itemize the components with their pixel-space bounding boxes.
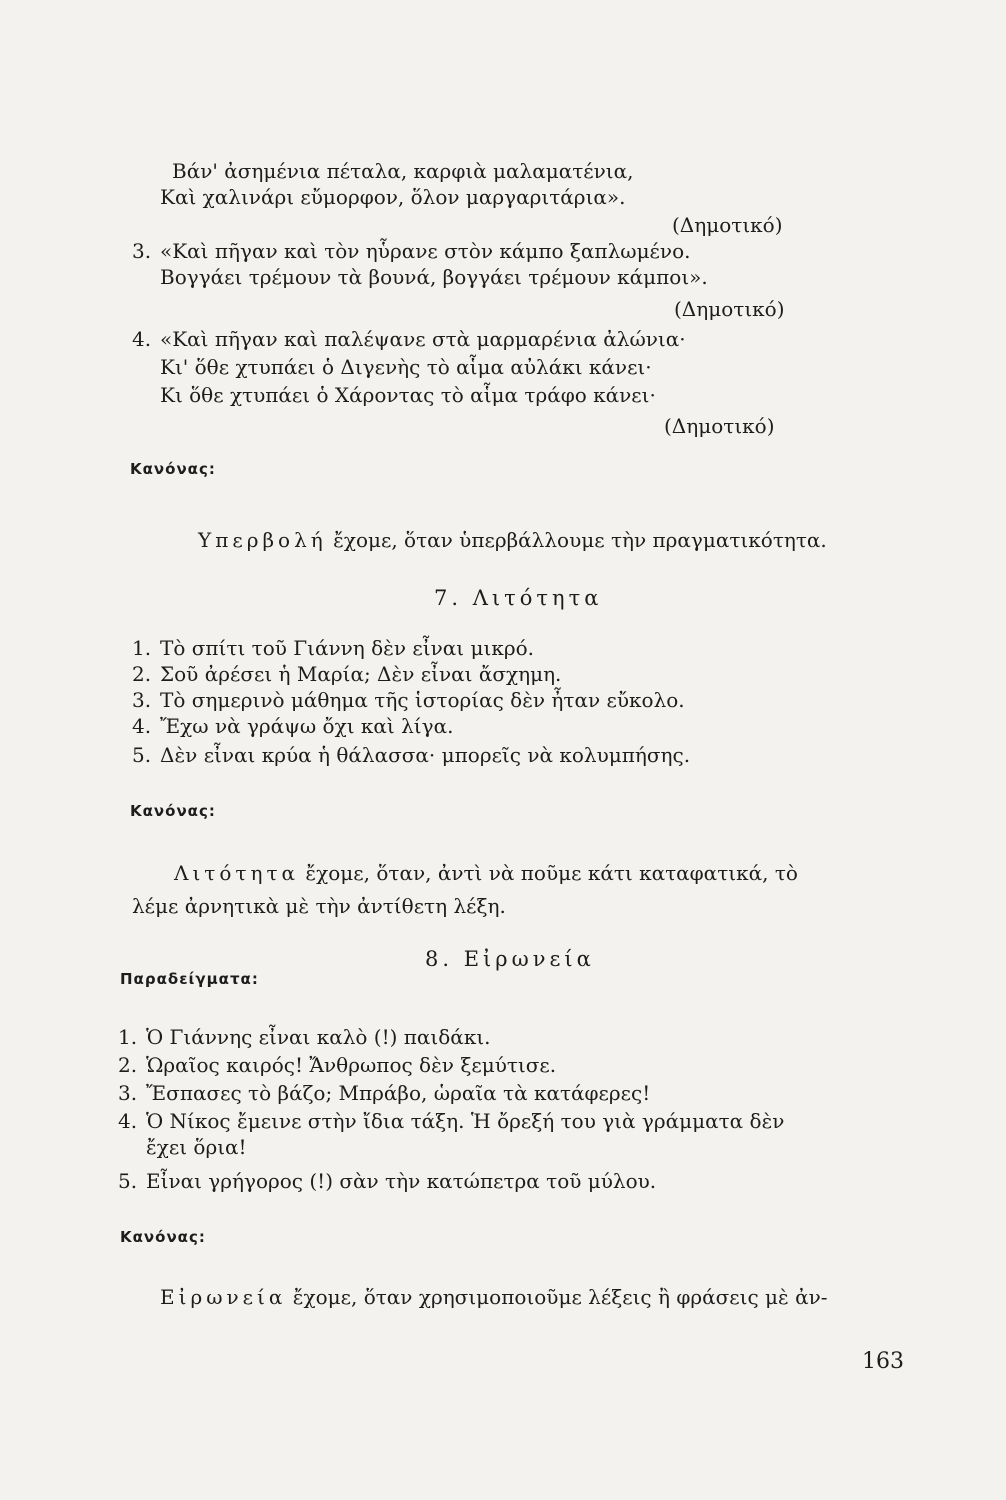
rule-term: Υπερβολή xyxy=(198,528,327,552)
list-item xyxy=(132,742,690,768)
list-item-continuation: ἔχει ὅρια! xyxy=(146,1135,247,1159)
item-text: Σοῦ ἀρέσει ἡ Μαρία; Δὲν εἶναι ἄσχημη. xyxy=(160,662,562,686)
item-number: 3. xyxy=(132,688,152,712)
rule-body: ἔχομε, ὅταν χρησιμοποιοῦμε λέξεις ἢ φράσεις μὲ ἀν- xyxy=(286,1285,828,1309)
item-text: Δὲν εἶναι κρύα ἡ θάλασσα· μπορεῖς νὰ κολυμπήσης. xyxy=(160,743,691,767)
rule-heading: Κανόνας: xyxy=(120,1228,206,1246)
poem-line: Καὶ χαλινάρι εὔμορφον, ὅλον μαργαριτάρια». xyxy=(160,185,626,209)
examples-heading: Παραδείγματα: xyxy=(120,970,259,988)
item-text: Ὁ Νίκος ἔμεινε στὴν ἴδια τάξη. Ἡ ὄρεξή του γιὰ γράμματα δὲν xyxy=(146,1109,785,1133)
poem-text: «Καὶ πῆγαν καὶ τὸν ηὗρανε στὸν κάμπο ξαπλωμένο. xyxy=(160,239,691,263)
list-item xyxy=(118,1108,784,1134)
poem-text: «Καὶ πῆγαν καὶ παλέψανε στὰ μαρμαρένια ἀλώνια· xyxy=(160,327,686,351)
item-text: Ὡραῖος καιρός! Ἄνθρωπος δὲν ξεμύτισε. xyxy=(146,1053,557,1077)
item-number: 2. xyxy=(132,662,152,686)
item-number: 1. xyxy=(118,1025,138,1049)
list-item xyxy=(132,687,685,713)
item-text: Ἔχω νὰ γράψω ὄχι καὶ λίγα. xyxy=(160,714,454,738)
poem-line: Κι' ὅθε χτυπάει ὁ Διγενὴς τὸ αἷμα αὐλάκι κάνει· xyxy=(160,355,652,379)
item-text: Ἔσπασες τὸ βάζο; Μπράβο, ὡραῖα τὰ κατάφερες! xyxy=(146,1081,651,1105)
item-number: 4. xyxy=(132,327,152,351)
poem-source: (Δημοτικό) xyxy=(664,414,775,438)
rule-text xyxy=(198,527,827,553)
poem-line xyxy=(132,326,686,352)
poem-line: Βογγάει τρέμουν τὰ βουνά, βογγάει τρέμουν κάμποι». xyxy=(160,265,708,289)
list-item xyxy=(118,1168,656,1194)
item-number: 2. xyxy=(118,1053,138,1077)
rule-heading: Κανόνας: xyxy=(130,460,216,478)
item-number: 4. xyxy=(132,714,152,738)
item-number: 1. xyxy=(132,636,152,660)
poem-line: Κι ὅθε χτυπάει ὁ Χάροντας τὸ αἷμα τράφο κάνει· xyxy=(160,383,656,407)
rule-body: ἔχομε, ὅταν, ἀντὶ νὰ ποῦμε κάτι καταφατικά, τὸ xyxy=(299,861,798,885)
item-number: 3. xyxy=(132,239,152,263)
item-text: Τὸ σπίτι τοῦ Γιάννη δὲν εἶναι μικρό. xyxy=(160,636,534,660)
poem-line xyxy=(132,238,690,264)
poem-line: Βάν' ἀσημένια πέταλα, καρφιὰ μαλαματένια, xyxy=(172,159,634,183)
rule-term: Λιτότητα xyxy=(174,861,300,885)
rule-text xyxy=(160,1284,828,1310)
item-text: Τὸ σημερινὸ μάθημα τῆς ἱστορίας δὲν ἦταν εὔκολο. xyxy=(160,688,685,712)
section-title: 8. Εἰρωνεία xyxy=(425,947,595,971)
rule-body: ἔχομε, ὅταν ὑπερβάλλουμε τὴν πραγματικότητα. xyxy=(326,528,827,552)
item-number: 5. xyxy=(118,1169,138,1193)
list-item xyxy=(118,1080,650,1106)
item-number: 4. xyxy=(118,1109,138,1133)
list-item xyxy=(132,713,453,739)
item-text: Εἶναι γρήγορος (!) σὰν τὴν κατώπετρα τοῦ μύλου. xyxy=(146,1169,657,1193)
poem-source: (Δημοτικό) xyxy=(672,213,783,237)
item-number: 3. xyxy=(118,1081,138,1105)
list-item xyxy=(132,635,534,661)
item-number: 5. xyxy=(132,743,152,767)
item-text: Ὁ Γιάννης εἶναι καλὸ (!) παιδάκι. xyxy=(146,1025,491,1049)
rule-heading: Κανόνας: xyxy=(130,802,216,820)
list-item xyxy=(118,1052,556,1078)
page-number: 163 xyxy=(862,1349,904,1374)
section-title: 7. Λιτότητα xyxy=(434,586,603,610)
rule-term: Εἰρωνεία xyxy=(160,1285,287,1309)
list-item xyxy=(132,661,561,687)
rule-text xyxy=(174,860,798,886)
list-item xyxy=(118,1024,491,1050)
poem-source: (Δημοτικό) xyxy=(674,297,785,321)
rule-text: λέμε ἀρνητικὰ μὲ τὴν ἀντίθετη λέξη. xyxy=(132,894,506,918)
